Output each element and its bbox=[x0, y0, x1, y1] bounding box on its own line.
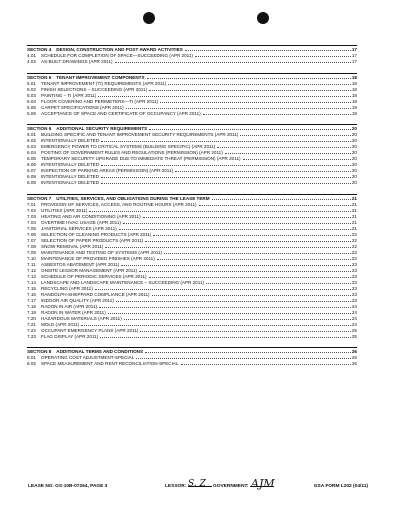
entry-number: 7.12 bbox=[27, 267, 36, 273]
entry-title: INDOOR AIR QUALITY (APR 2011) bbox=[41, 297, 114, 303]
dot-leader bbox=[185, 50, 351, 51]
section-title: ADDITIONAL SECURITY REQUIREMENTS bbox=[56, 126, 148, 132]
entry-title: OVERTIME HVAC USAGE (APR 2011) bbox=[41, 219, 121, 225]
entry-title: LANDSCAPE AND LANDSCAPE MAINTENANCE – SUCCEEDING (APR 2011) bbox=[41, 279, 205, 285]
lessor-label: LESSOR: bbox=[165, 484, 187, 489]
toc-entry bbox=[27, 361, 357, 367]
dot-leader bbox=[240, 135, 350, 136]
entry-title: PROVISION OF SERVICES, ACCESS, AND ROUTINE HOURS (APR 2011) bbox=[41, 201, 197, 207]
section-title: TENANT IMPROVEMENT COMPONENTS bbox=[56, 74, 145, 80]
dot-leader bbox=[101, 141, 351, 142]
section-title: UTILITIES, SERVICES, AND OBLIGATIONS DURING THE LEASE TERM bbox=[56, 195, 210, 201]
page-number: 25 bbox=[351, 333, 357, 339]
entry-number: 7.15 bbox=[27, 285, 36, 291]
entry-number: 7.18 bbox=[27, 303, 36, 309]
table-of-contents bbox=[27, 45, 357, 375]
dot-leader bbox=[136, 358, 351, 359]
entry-title: POSTING OF GOVERNMENT RULES AND REGULATIONS (PERMISSION) (APR 2011) bbox=[41, 150, 223, 156]
page-number: 19 bbox=[351, 110, 357, 116]
dot-leader bbox=[195, 56, 351, 57]
page-number: 23 bbox=[351, 297, 357, 303]
entry-number: 7.13 bbox=[27, 273, 36, 279]
entry-title: INSPECTION OF PARKING AREAS (PERMISSION) (APR 2011) bbox=[41, 168, 174, 174]
section-heading bbox=[27, 45, 357, 53]
page-number: 20 bbox=[351, 180, 357, 186]
page-number: 20 bbox=[351, 156, 357, 162]
entry-number: 6.07 bbox=[27, 168, 36, 174]
dot-leader bbox=[243, 159, 351, 160]
dot-leader bbox=[203, 114, 351, 115]
page-number: 23 bbox=[351, 279, 357, 285]
dot-leader bbox=[143, 217, 351, 218]
entry-title: MOLD (APR 2011) bbox=[41, 321, 80, 327]
section-number: SECTION 6 bbox=[27, 126, 52, 132]
dot-leader bbox=[116, 301, 351, 302]
dot-leader bbox=[99, 307, 351, 308]
entry-title: RADON IN AIR (APR 2011) bbox=[41, 303, 98, 309]
section-heading bbox=[27, 347, 357, 355]
punch-hole-right bbox=[257, 12, 269, 24]
entry-number: 7.22 bbox=[27, 327, 36, 333]
entry-number: 5.02 bbox=[27, 86, 36, 92]
page-footer bbox=[28, 478, 368, 496]
entry-number: 7.10 bbox=[27, 255, 36, 261]
page-number: 20 bbox=[351, 162, 357, 168]
page-number: 22 bbox=[351, 237, 357, 243]
toc-section bbox=[27, 73, 357, 117]
entry-title: SCHEDULE OF PERIODIC SERVICES (APR 2011) bbox=[41, 273, 147, 279]
entry-number: 7.09 bbox=[27, 249, 36, 255]
entry-number: 7.16 bbox=[27, 291, 36, 297]
entry-number: 8.02 bbox=[27, 361, 36, 367]
dot-leader bbox=[225, 153, 351, 154]
dot-leader bbox=[145, 352, 351, 353]
page-number: 23 bbox=[351, 273, 357, 279]
punch-hole-left bbox=[143, 12, 155, 24]
government-initials-signature: AJM bbox=[251, 477, 275, 490]
entry-number: 7.04 bbox=[27, 219, 36, 225]
page-number: 21 bbox=[351, 207, 357, 213]
dot-leader bbox=[149, 277, 351, 278]
page-number: 20 bbox=[351, 138, 357, 144]
page-number: 20 bbox=[351, 144, 357, 150]
form-number: GSA FORM L202 (04/11) bbox=[313, 484, 368, 489]
section-title: ADDITIONAL TERMS AND CONDITIONS bbox=[56, 349, 144, 355]
entry-title: EMERGENCY POWER TO CRITICAL SYSTEMS (BUILDING SPECIFIC) (APR 2011) bbox=[41, 144, 216, 150]
entry-number: 8.01 bbox=[27, 355, 36, 361]
entry-title: RANDOLPH-SHEPPARD COMPLIANCE (APR 2011) bbox=[41, 291, 150, 297]
page-number: 17 bbox=[351, 53, 357, 58]
page-number: 24 bbox=[351, 309, 357, 315]
page-number: 17 bbox=[351, 47, 357, 52]
page-number: 21 bbox=[351, 225, 357, 231]
section-number: SECTION 8 bbox=[27, 349, 52, 355]
toc-section bbox=[27, 45, 357, 65]
entry-number: 7.02 bbox=[27, 207, 36, 213]
entry-number: 4.02 bbox=[27, 59, 36, 64]
page-number: 26 bbox=[351, 349, 357, 355]
page-number: 25 bbox=[351, 327, 357, 333]
dot-leader bbox=[152, 295, 351, 296]
section-heading bbox=[27, 73, 357, 81]
entry-title: SELECTION OF CLEANING PRODUCTS (APR 2011) bbox=[41, 231, 152, 237]
dot-leader bbox=[153, 235, 350, 236]
entry-title: FINISH SELECTIONS – SUCCEEDING (APR 2011) bbox=[41, 86, 148, 92]
section-heading bbox=[27, 124, 357, 132]
entry-number: 7.14 bbox=[27, 279, 36, 285]
page-number: 20 bbox=[351, 150, 357, 156]
page-number: 23 bbox=[351, 261, 357, 267]
entry-number: 7.07 bbox=[27, 237, 36, 243]
entry-number: 7.23 bbox=[27, 333, 36, 339]
section-number: SECTION 5 bbox=[27, 74, 52, 80]
entry-title: CARPET SPECIFICATIONS (APR 2011) bbox=[41, 104, 124, 110]
dot-leader bbox=[115, 62, 351, 63]
entry-number: 5.01 bbox=[27, 80, 36, 86]
dot-leader bbox=[126, 108, 351, 109]
dot-leader bbox=[123, 223, 351, 224]
dot-leader bbox=[157, 259, 351, 260]
entry-number: 5.04 bbox=[27, 98, 36, 104]
entry-number: 6.01 bbox=[27, 132, 36, 138]
dot-leader bbox=[149, 129, 351, 130]
page-number: 21 bbox=[351, 201, 357, 207]
page-number: 24 bbox=[351, 321, 357, 327]
dot-leader bbox=[89, 211, 350, 212]
page-number: 24 bbox=[351, 303, 357, 309]
page-number: 22 bbox=[351, 231, 357, 237]
entry-number: 6.08 bbox=[27, 174, 36, 180]
entry-title: UTILITIES (APR 2011) bbox=[41, 207, 88, 213]
entry-number: 7.03 bbox=[27, 213, 36, 219]
dot-leader bbox=[217, 147, 351, 148]
page-number: 22 bbox=[351, 243, 357, 249]
dot-leader bbox=[100, 337, 351, 338]
section-number: SECTION 7 bbox=[27, 195, 52, 201]
entry-title: INTENTIONALLY DELETED bbox=[41, 162, 100, 168]
toc-entry bbox=[27, 111, 357, 117]
entry-title: BUILDING SPECIFIC AND TENANT IMPROVEMENT SECURITY REQUIREMENTS (APR 2011) bbox=[41, 132, 239, 138]
entry-title: SPACE MEASUREMENT AND RENT RECONCILIATION-SPECIAL bbox=[41, 361, 179, 367]
entry-number: 5.05 bbox=[27, 104, 36, 110]
dot-leader bbox=[105, 247, 350, 248]
entry-title: RECYCLING (APR 2011) bbox=[41, 285, 93, 291]
lessor-initials-signature: S. Z bbox=[188, 479, 206, 489]
entry-title: HEATING AND AIR CONDITIONING (APR 2011) bbox=[41, 213, 141, 219]
entry-number: 7.17 bbox=[27, 297, 36, 303]
entry-number: 7.19 bbox=[27, 309, 36, 315]
page-number: 20 bbox=[351, 174, 357, 180]
entry-title: RADON IN WATER (APR 2011) bbox=[41, 309, 106, 315]
toc-section bbox=[27, 124, 357, 186]
entry-number: 7.01 bbox=[27, 201, 36, 207]
dot-leader bbox=[139, 271, 351, 272]
entry-number: 5.03 bbox=[27, 92, 36, 98]
entry-title: OPERATING COST ADJUSTMENT-SPECIAL bbox=[41, 355, 135, 361]
entry-number: 6.04 bbox=[27, 150, 36, 156]
page-number: 18 bbox=[351, 98, 357, 104]
entry-title: FLOOR COVERING AND PERIMETERS—TI (APR 2011) bbox=[41, 98, 159, 104]
entry-title: HAZARDOUS MATERIALS (APR 2011) bbox=[41, 315, 122, 321]
dot-leader bbox=[95, 289, 351, 290]
page-number: 26 bbox=[351, 361, 357, 367]
dot-leader bbox=[101, 177, 351, 178]
entry-number: 7.05 bbox=[27, 225, 36, 231]
entry-title: TENANT IMPROVEMENT (TI) REQUIREMENTS (APR 2011) bbox=[41, 80, 167, 86]
entry-number: 6.05 bbox=[27, 156, 36, 162]
toc-entry bbox=[27, 334, 357, 340]
page-number: 18 bbox=[351, 92, 357, 98]
entry-title: INTENTIONALLY DELETED bbox=[41, 138, 100, 144]
page-number: 18 bbox=[351, 86, 357, 92]
entry-number: 7.06 bbox=[27, 231, 36, 237]
dot-leader bbox=[160, 102, 351, 103]
entry-title: MAINTENANCE OF PROVIDED FINISHES (APR 2011) bbox=[41, 255, 155, 261]
page-number: 21 bbox=[351, 195, 357, 201]
page-number: 23 bbox=[351, 291, 357, 297]
page-number: 18 bbox=[351, 80, 357, 86]
entry-title: FLAG DISPLAY (APR 2011) bbox=[41, 333, 99, 339]
entry-title: AS-BUILT DRAWINGS (APR 2011) bbox=[41, 59, 113, 64]
entry-title: SCHEDULE FOR COMPLETION OF SPACE—SUCCEEDING (APR 2011) bbox=[41, 53, 193, 58]
dot-leader bbox=[149, 90, 351, 91]
entry-number: 6.02 bbox=[27, 138, 36, 144]
dot-leader bbox=[108, 313, 351, 314]
page-number: 20 bbox=[351, 132, 357, 138]
section-heading bbox=[27, 194, 357, 202]
dot-leader bbox=[147, 78, 351, 79]
entry-number: 5.06 bbox=[27, 110, 36, 116]
dot-leader bbox=[101, 183, 351, 184]
entry-number: 7.08 bbox=[27, 243, 36, 249]
section-number: SECTION 4 bbox=[27, 47, 52, 52]
toc-entry bbox=[27, 180, 357, 186]
entry-title: OCCUPANT EMERGENCY PLANS (APR 2011) bbox=[41, 327, 139, 333]
dot-leader bbox=[101, 165, 351, 166]
entry-title: JANITORIAL SERVICES (APR 2011) bbox=[41, 225, 117, 231]
entry-number: 4.01 bbox=[27, 53, 36, 58]
dot-leader bbox=[164, 253, 351, 254]
entry-title: INTENTIONALLY DELETED bbox=[41, 174, 100, 180]
dot-leader bbox=[98, 96, 350, 97]
page-number: 21 bbox=[351, 219, 357, 225]
page-number: 22 bbox=[351, 249, 357, 255]
page-number: 19 bbox=[351, 104, 357, 110]
dot-leader bbox=[124, 319, 351, 320]
entry-title: ASBESTOS ABATEMENT (APR 2011) bbox=[41, 261, 120, 267]
entry-title: ONSITE LESSOR MANAGEMENT (APR 2011) bbox=[41, 267, 138, 273]
toc-entry bbox=[27, 59, 357, 65]
entry-title: INTENTIONALLY DELETED bbox=[41, 180, 100, 186]
entry-number: 7.11 bbox=[27, 261, 36, 267]
dot-leader bbox=[199, 205, 351, 206]
entry-title: SNOW REMOVAL (APR 2011) bbox=[41, 243, 104, 249]
page-number: 22 bbox=[351, 255, 357, 261]
entry-title: ACCEPTANCE OF SPACE AND CERTIFICATE OF OCCUPANCY (APR 2011) bbox=[41, 110, 201, 116]
entry-title: TEMPORARY SECURITY UPGRADE DUE TO IMMEDIATE THREAT (PERMISSION) (APR 2011) bbox=[41, 156, 241, 162]
dot-leader bbox=[121, 265, 351, 266]
page-number: 17 bbox=[351, 59, 357, 64]
section-title: DESIGN, CONSTRUCTION AND POST AWARD ACTIVITIES bbox=[56, 47, 183, 52]
page-number: 26 bbox=[351, 355, 357, 361]
entry-number: 6.06 bbox=[27, 162, 36, 168]
entry-title: PAINTING – TI (APR 2011) bbox=[41, 92, 97, 98]
dot-leader bbox=[168, 84, 351, 85]
page-number: 23 bbox=[351, 285, 357, 291]
entry-number: 7.20 bbox=[27, 315, 36, 321]
entry-number: 7.21 bbox=[27, 321, 36, 327]
entry-number: 6.03 bbox=[27, 144, 36, 150]
toc-section bbox=[27, 347, 357, 367]
dot-leader bbox=[145, 241, 351, 242]
page-number: 20 bbox=[351, 126, 357, 132]
lease-number: LEASE NO. GS-10B-07264, PAGE 3 bbox=[28, 484, 108, 489]
entry-number: 6.09 bbox=[27, 180, 36, 186]
dot-leader bbox=[175, 171, 351, 172]
page-number: 18 bbox=[351, 74, 357, 80]
government-label: GOVERNMENT: bbox=[213, 484, 249, 489]
page-number: 24 bbox=[351, 315, 357, 321]
dot-leader bbox=[206, 283, 351, 284]
dot-leader bbox=[181, 364, 351, 365]
toc-section bbox=[27, 194, 357, 340]
page-number: 21 bbox=[351, 213, 357, 219]
dot-leader bbox=[81, 325, 351, 326]
dot-leader bbox=[140, 331, 350, 332]
page-number: 23 bbox=[351, 267, 357, 273]
entry-title: SELECTION OF PAPER PRODUCTS (APR 2011) bbox=[41, 237, 144, 243]
dot-leader bbox=[212, 199, 351, 200]
page-number: 20 bbox=[351, 168, 357, 174]
dot-leader bbox=[119, 229, 351, 230]
entry-title: MAINTENANCE AND TESTING OF SYSTEMS (APR 2011) bbox=[41, 249, 163, 255]
